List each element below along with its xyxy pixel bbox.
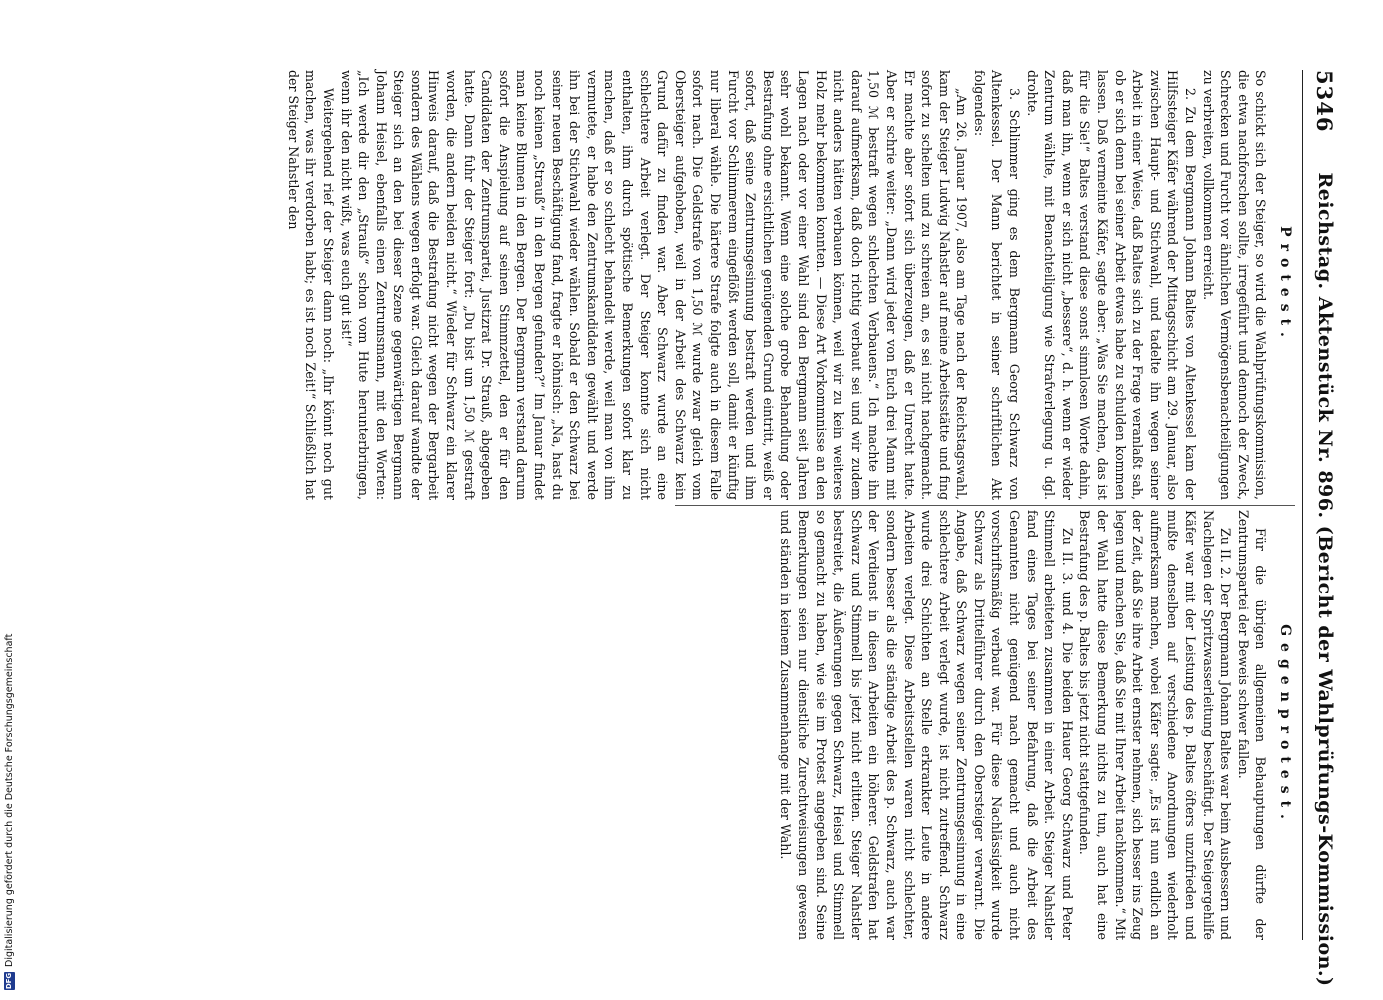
protest-paragraph: 3. Schlimmer ging es dem Bergmann Georg Schwarz von Altenkessel. Der Mann berichtet in seiner schriftlichen Akt folgendes: <box>971 70 1023 500</box>
protest-paragraph: So schickt sich der Steiger, so wird die Wahlprüfungskommission, die etwa nachforschen sollte, irregeführt und dennoch der Zweck, Schrecken und Furcht vor ähnlichen Vermögensbenachteiligungen zu verbreiten, vollkommen erreicht. <box>1200 70 1269 500</box>
credit-text: Digitalisierung gefördert durch die Deutsche Forschungsgemeinschaft <box>4 633 15 967</box>
header-rule <box>1302 70 1303 940</box>
dfg-logo-icon: DFG <box>5 972 13 990</box>
protest-heading: Protest. <box>1277 226 1293 344</box>
counter-protest-column <box>777 510 1295 940</box>
counter-protest-paragraph: Für die übrigen allgemeinen Behauptungen dürfte der Zentrumspartei der Beweis schwer fallen. <box>1235 510 1269 940</box>
counter-protest-paragraph: Zu II. 3. und 4. Die beiden Hauer Georg Schwarz und Peter Stimmell arbeiteten zusammen in einer Arbeit. Steiger Nahstler fand eines Tages bei seiner Befahrung, daß die Arbeit des Genannten nicht genügend nach gemacht und auch nicht vorschriftsmäßig verbaut war. Für diese Nachlässigkeit wurde Schwarz als Drittelführer durch den Obersteiger verwarnt. Die Angabe, daß Schwarz wegen seiner Zentrumsgesinnung in eine schlechtere Arbeit verlegt wurde, ist nicht zutreffend. Schwarz wurde drei Schichten an Stelle erkrankter Leute in andere Arbeiten verlegt. Diese Arbeitsstellen waren nicht schlechter, sondern besser als die ständige Arbeit des p. Schwarz, auch war der Verdienst in diesen Arbeiten ein höherer. Geldstrafen hat Schwarz und Stimmell bis jetzt nicht erlitten. Steiger Nahstler bestreitet, die Äußerungen gegen Schwarz, Heisel und Stimmell so gemacht zu haben, wie sie im Protest angegeben sind. Seine Bemerkungen seien nur dienstliche Zurechtweisungen gewesen und ständen in keinem Zusammenhange mit der Wahl. <box>778 510 1075 940</box>
page-number: 5346 <box>1312 70 1338 133</box>
protest-paragraph: 2. Zu dem Bergmann Johann Baltes von Altenkessel kam der Hilfssteiger Käfer während der Mittagsschicht am 29. Januar, also zwischen Haupt- und Stichwahl, und tadelte ihn wegen seiner Arbeit in einer Weise, daß Baltes sich zu der Frage veranlaßt sah, ob er sich denn bei seiner Arbeit etwas habe zu schulden kommen lassen. Daß vermeinte Käfer, sagte aber: „Was Sie machen, das ist für die Sie!“ Baltes verstand diese sonst simnlosen Worte dahin, daß man ihn, wenn er sich nicht „bessere“, d. h. wenn er wieder Zentrum wählte, mit Benachteiligung wie Strafverlegung u. dgl. drohte. <box>1024 70 1199 500</box>
column-divider <box>675 505 1295 506</box>
protest-column <box>284 70 1295 500</box>
protest-paragraph: „Am 26. Januar 1907, also am Tage nach der Reichstagswahl, kam der Steiger Ludwig Nahstler auf meine Arbeitsstätte und fing sofort zu schelten und zu schreien an, es sei nicht nachgemacht. Er machte aber sofort sich überzeugen, daß er Unrecht hatte. Aber er schrie weiter: „Dann wird jeder von Euch drei Mann mit 1,50 ℳ bestraft wegen schlechten Verbauens.“ Ich machte ihn darauf aufmerksam, daß doch richtig verbaut sei und wir zudem nicht anders hätten verbauen können, weil wir zu kein weiteres Holz mehr bekommen konnten. — Diese Art Vorkommnisse an den Lagen nach oder vor einer Wahl sind den Bergmann seit Jahren sehr wohl bekannt. Wenn eine solche grobe Behandlung oder Bestrafung ohne ersichtlichen genügenden Grund eintritt, weiß er sofort, daß seine Zentrumsgesinnung bestraft werden und ihm Furcht vor Schlimmerem eingeflößt werden soll, damit er künftig nur liberal wähle. Die härtere Strafe folgte auch in diesem Falle sofort nach. Die Geldstrafe von 1,50 ℳ wurde zwar gleich vom Obersteiger aufgehoben, weil in der Arbeit des Schwarz kein Grund dafür zu finden war. Aber Schwarz wurde an eine schlechtere Arbeit verlegt. Der Steiger konnte sich nicht enthalten, ihm durch spöttische Bemerkungen sofort klar zu machen, daß er so schlecht behandelt werde, weil man von ihm vermutete, er habe den Zentrumskandidaten gewählt und werde ihn bei der Stichwahl wieder wählen. Sobald er den Schwarz bei seiner neuen Beschäftigung fand, fragte er höhnisch: „Na, hast du noch keinen „Strauß“ in den Bergen gefunden?“ Im Januar findet man keine Blumen in den Bergen. Der Bergmann verstand darum sofort die Anspielung auf seinen Stimmzettel, den er für den Candidaten der Zentrumspartei, Justizrat Dr. Strauß, abgegeben hatte. Dann fuhr der Steiger fort: „Du bist um 1,50 ℳ gestraft worden, die andern beiden nicht.“ Wieder für Schwarz ein klarer Hinweis darauf, daß die Bestrafung nicht wegen der Bergarbeit sondern des Wählens wegen erfolgt war. Gleich darauf wandte der Steiger sich an den bei dieser Szene gegenwärtigen Bergmann Johann Heisel, ebenfalls einen Zentrumsmann, mit den Worten: „Ich werde dir den „Strauß“ schon vom Hute herunterbringen, wenn ihr den nicht wißt, was euch gut ist!“ <box>338 70 970 500</box>
digitization-credit <box>0 0 22 1000</box>
protest-paragraph: Weitergehend rief der Steiger dann noch: „Ihr könnt noch gut machen, was ihr verdorben habt; es ist noch Zeit!“ Schließlich hat der Steiger Nahstler den <box>285 70 336 500</box>
page-header <box>1305 70 1345 987</box>
counter-protest-heading: Gegenprotest. <box>1277 624 1293 826</box>
counter-protest-paragraph: Zu II. 2. Der Bergmann Johann Baltes war beim Ausbessern und Nachlegen der Spritzwasserleitung beschäftigt. Der Steigergehilfe Käfer war mit der Leistung des p. Baltes öfters unzufrieden und mußte denselben auf verschiedene Anordnungen wiederholt aufmerksam machen, wobei Käfer sagte: „Es ist nun endlich an der Zeit, daß Sie ihre Arbeit ernster nehmen, sich besser ins Zeug legen und machen Sie, daß Sie mit Ihrer Arbeit nachkommen.“ Mit der Wahl hatte diese Bemerkung nichts zu tun, auch hat eine Bestrafung des p. Baltes bis jetzt nicht stattgefunden. <box>1077 510 1234 940</box>
page-title: Reichstag. Aktenstück Nr. 896. (Bericht der Wahlprüfungs-Kommission.) <box>1314 172 1336 987</box>
